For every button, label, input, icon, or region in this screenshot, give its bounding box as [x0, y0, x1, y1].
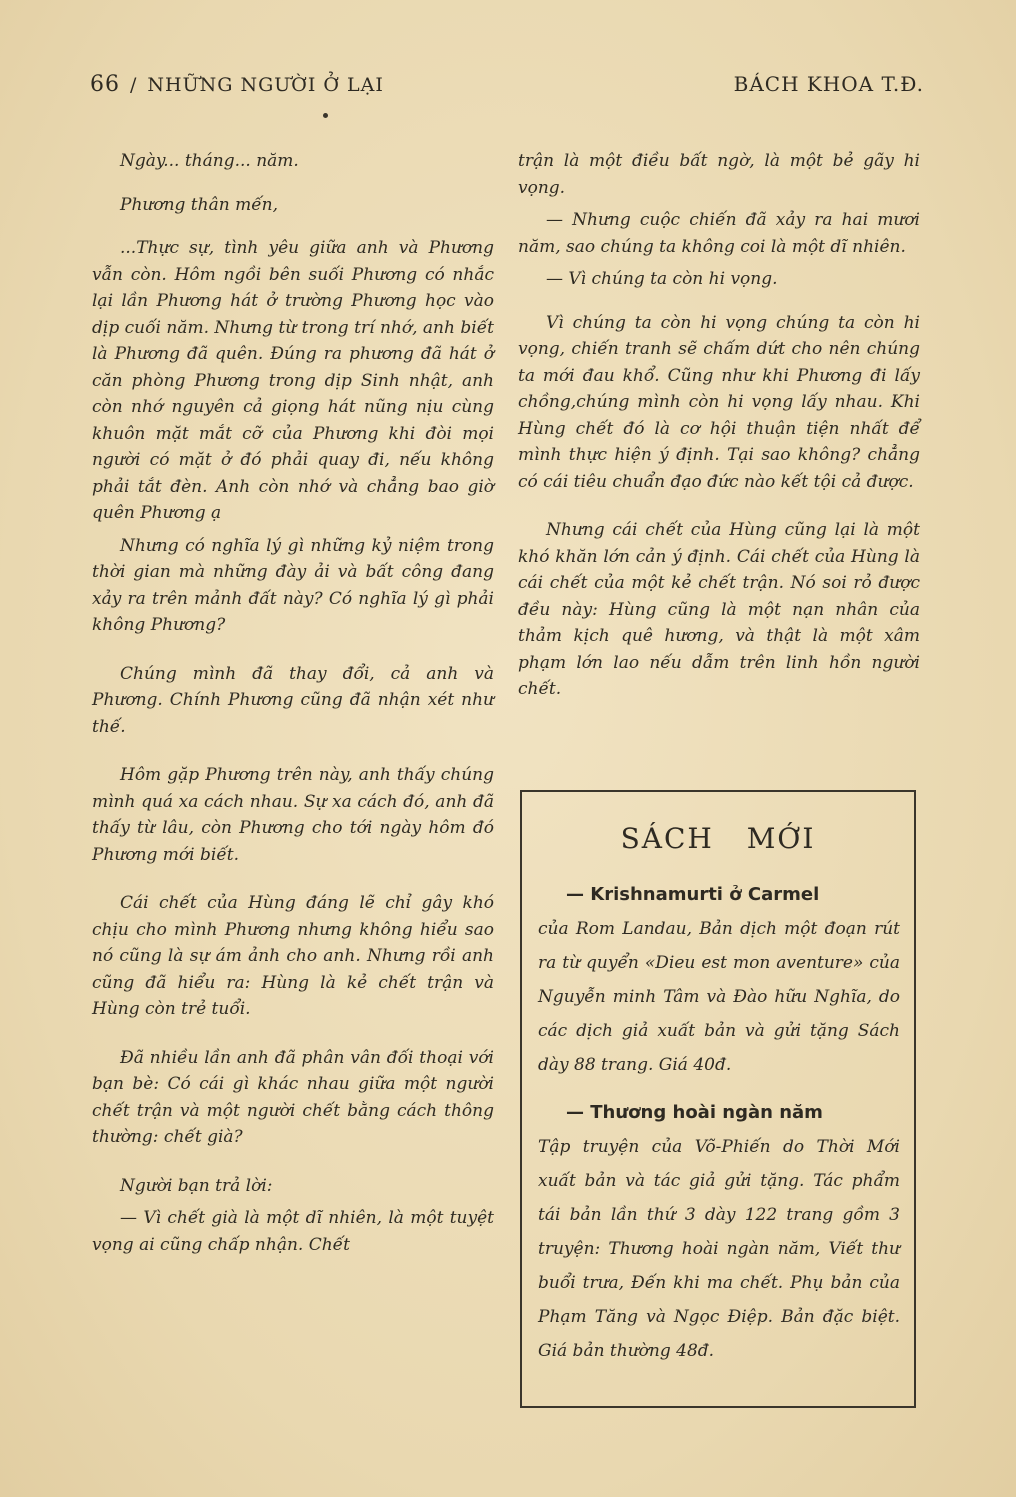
book-description: Tập truyện của Võ-Phiến do Thời Mới xuất bản và tác giả gửi tặng. Tác phẩm tái bản lần thứ 3 dày 122 trang gồm 3 truyện: Thương hoài ngàn năm, Viết thư buổi trưa, Đến khi ma chết. Phụ bản của Phạm Tăng và Ngọc Điệp. Bản đặc biệt. Giá bản thường 48đ.: [538, 1137, 900, 1361]
paragraph: Nhưng cái chết của Hùng cũng lại là một khó khăn lớn cản ý định. Cái chết của Hùng là cái chết của một kẻ chết trận. Nó soi rỏ được đều này: Hùng cũng là một nạn nhân của thảm kịch quê hương, và thật là một xâm phạm lớn lao nếu dẫm trên linh hồn người chết.: [518, 520, 920, 699]
book-heading: — Thương hoài ngàn năm: [566, 1102, 823, 1123]
new-books-box: [520, 790, 916, 1408]
magazine-name: BÁCH KHOA T.Đ.: [733, 72, 924, 96]
paragraph: ...Thực sự, tình yêu giữa anh và Phương vẫn còn. Hôm ngồi bên suối Phương có nhắc lại lần Phương hát ở trường Phương học vào dịp cuối năm. Nhưng từ trong trí nhớ, anh biết là Phương đã quên. Đúng ra phương đã hát ở căn phòng Phương trong dịp Sinh nhật, anh còn nhớ nguyên cả giọng hát nũng nịu cùng khuôn mặt mắt cỡ của Phương khi đòi mọi người có mặt ở đó phải quay đi, nếu không phải tắt đèn. Anh còn nhớ và chẳng bao giờ quên Phương ạ: [92, 238, 494, 523]
paragraph: Người bạn trả lời:: [120, 1175, 273, 1196]
paragraph: Nhưng có nghĩa lý gì những kỷ niệm trong thời gian mà những đày ải và bất công đang xảy ra trên mảnh đất này? Có nghĩa lý gì phải không Phương?: [92, 535, 494, 635]
paragraph: Hôm gặp Phương trên này, anh thấy chúng mình quá xa cách nhau. Sự xa cách đó, anh đã thấy từ lâu, còn Phương cho tới ngày hôm đó Phương mới biết.: [92, 765, 494, 865]
paragraph: trận là một điều bất ngờ, là một bẻ gãy hi vọng.: [518, 151, 920, 198]
book-description: của Rom Landau, Bản dịch một đoạn rút ra từ quyển «Dieu est mon aventure» của Nguyễn minh Tâm và Đào hữu Nghĩa, do các dịch giả xuất bản và gửi tặng Sách dày 88 trang. Giá 40đ.: [538, 919, 900, 1075]
right-column: [518, 148, 920, 720]
paragraph: Chúng mình đã thay đổi, cả anh và Phương. Chính Phương cũng đã nhận xét như thế.: [92, 663, 494, 737]
paragraph: Đã nhiều lần anh đã phân vân đối thoại với bạn bè: Có cái gì khác nhau giữa một người chết trận và một người chết bằng cách thông thường: chết già?: [92, 1047, 494, 1147]
paragraph: Cái chết của Hùng đáng lẽ chỉ gây khó chịu cho mình Phương nhưng không hiểu sao nó cũng là sự ám ảnh cho anh. Nhưng rồi anh cũng đã hiểu ra: Hùng là kẻ chết trận và Hùng còn trẻ tuổi.: [92, 893, 494, 1019]
paragraph: — Vì chúng ta còn hi vọng.: [546, 269, 778, 289]
head-separator: /: [130, 74, 138, 96]
paragraph: Vì chúng ta còn hi vọng chúng ta còn hi vọng, chiến tranh sẽ chấm dứt cho nên chúng ta mới đau khổ. Cũng như khi Phương đi lấy chồng,chúng mình còn hi vọng lấy nhau. Khi Hùng chết đó là cơ hội thuận tiện nhất để mình thực hiện ý định. Tại sao không? chẳng có cái tiêu chuẩn đạo đức nào kết tội cả được.: [518, 312, 920, 492]
paragraph: — Nhưng cuộc chiến đã xảy ra hai mươi năm, sao chúng ta không coi là một dĩ nhiên.: [518, 210, 920, 257]
letter-salutation: Phương thân mến,: [120, 194, 279, 215]
left-column: [92, 148, 494, 1275]
book-heading: — Krishnamurti ở Carmel: [566, 884, 820, 905]
letter-date: Ngày... tháng... năm.: [120, 151, 299, 171]
running-head: [90, 72, 924, 104]
new-books-list: [538, 880, 900, 1384]
running-head-left: [90, 72, 384, 97]
new-books-title: SÁCH MỚI: [620, 822, 816, 855]
section-title: NHỮNG NGƯỜI Ở LẠI: [147, 74, 384, 96]
paragraph: — Vì chết già là một dĩ nhiên, là một tuyệt vọng ai cũng chấp nhận. Chết: [92, 1208, 494, 1255]
page-number: 66: [90, 72, 120, 97]
ornament-dot: [323, 113, 328, 118]
